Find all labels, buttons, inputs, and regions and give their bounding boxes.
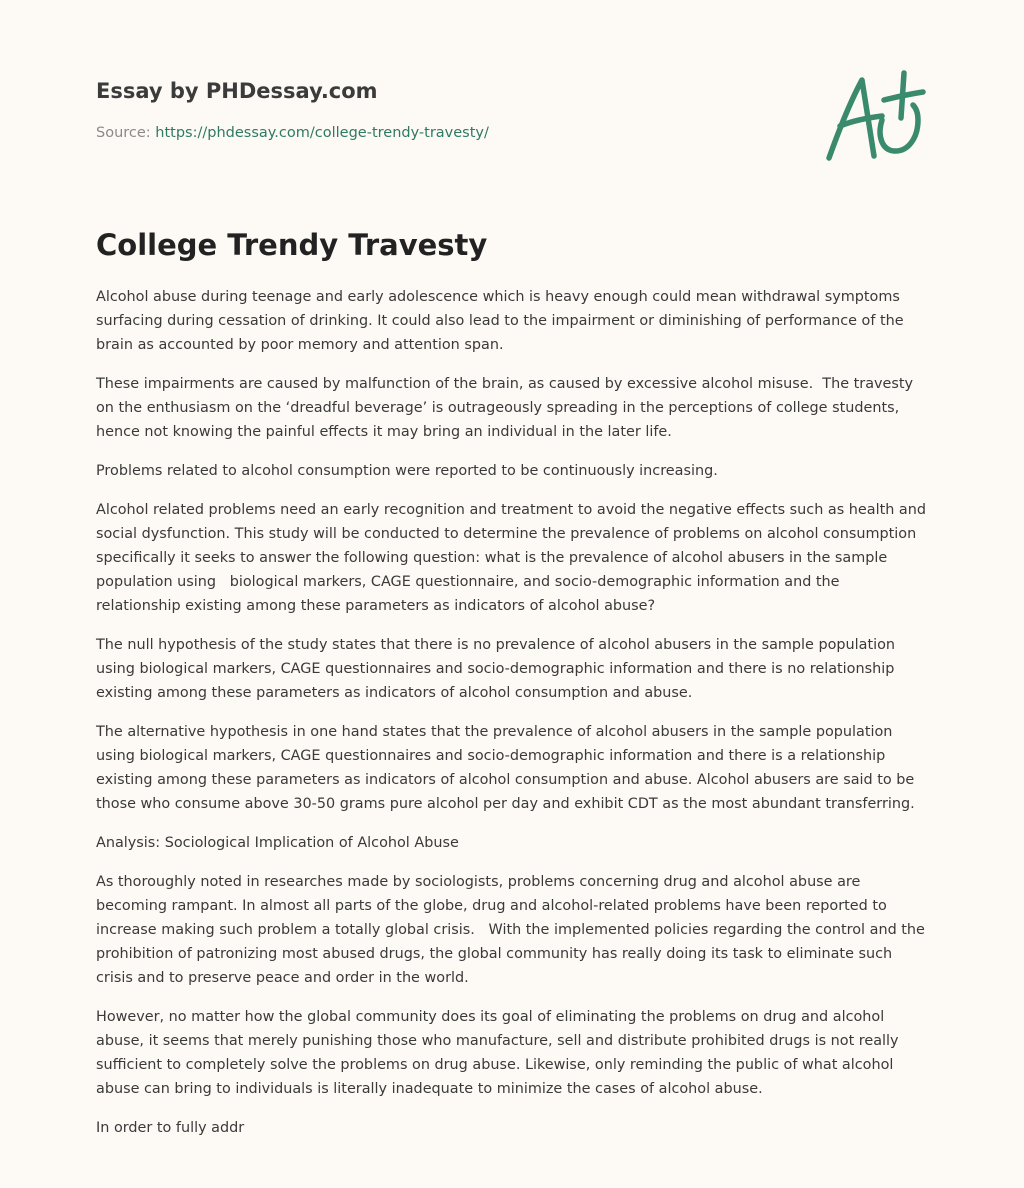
a-plus-grade-icon bbox=[822, 68, 926, 164]
essay-paragraph: Alcohol abuse during teenage and early adolescence which is heavy enough could mean withdrawal symptoms surfacing during cessation of drinking. It could also lead to the impairment or diminishing of performance of the brain as accounted by poor memory and attention span. bbox=[96, 289, 909, 353]
source-link[interactable]: https://phdessay.com/college-trendy-travesty/ bbox=[155, 125, 489, 141]
source-label: Source: bbox=[96, 125, 156, 141]
essay-paragraph: These impairments are caused by malfunction of the brain, as caused by excessive alcohol misuse. The travesty on the enthusiasm on the ‘dreadful beverage’ is outrageously spreading in the perceptions of college students, hence not knowing the painful effects it may bring an individual in the later life. bbox=[96, 376, 918, 440]
essay-paragraph: However, no matter how the global community does its goal of eliminating the problems on drug and alcohol abuse, it seems that merely punishing those who manufacture, sell and distribute prohibited drugs is not really sufficient to completely solve the problems on drug abuse. Likewise, only reminding the public of what alcohol abuse can bring to individuals is literally inadequate to minimize the cases of alcohol abuse. bbox=[96, 1009, 904, 1097]
essay-body bbox=[96, 285, 931, 1155]
essay-paragraph: The alternative hypothesis in one hand states that the prevalence of alcohol abusers in the sample population using biological markers, CAGE questionnaires and socio-demographic information and there is a relationship existing among these parameters as indicators of alcohol consumption and abuse. Alcohol abusers are said to be those who consume above 30-50 grams pure alcohol per day and exhibit CDT as the most abundant transferring. bbox=[96, 724, 919, 812]
section-heading: Analysis: Sociological Implication of Alcohol Abuse bbox=[96, 835, 459, 851]
essay-header bbox=[96, 76, 796, 143]
essay-paragraph: Problems related to alcohol consumption were reported to be continuously increasing. bbox=[96, 463, 718, 479]
essay-paragraph: The null hypothesis of the study states that there is no prevalence of alcohol abusers in the sample population using biological markers, CAGE questionnaires and socio-demographic information and there is no relationship existing among these parameters as indicators of alcohol consumption and abuse. bbox=[96, 637, 900, 701]
source-line bbox=[96, 123, 796, 143]
site-title: Essay by PHDessay.com bbox=[96, 79, 378, 103]
essay-paragraph: As thoroughly noted in researches made by sociologists, problems concerning drug and alcohol abuse are becoming rampant. In almost all parts of the globe, drug and alcohol-related problems have been reported to increase making such problem a totally global crisis. With the implemented policies regarding the control and the prohibition of patronizing most abused drugs, the global community has really doing its task to eliminate such crisis and to preserve peace and order in the world. bbox=[96, 874, 930, 986]
essay-paragraph: Alcohol related problems need an early recognition and treatment to avoid the negative effects such as health and social dysfunction. This study will be conducted to determine the prevalence of problems on alcohol consumption specifically it seeks to answer the following question: what is the prevalence of alcohol abusers in the sample population using biological markers, CAGE questionnaire, and socio-demographic information and the relationship existing among these parameters as indicators of alcohol abuse? bbox=[96, 502, 931, 614]
essay-title: College Trendy Travesty bbox=[96, 228, 488, 262]
essay-paragraph-truncated: In order to fully addr bbox=[96, 1120, 245, 1136]
